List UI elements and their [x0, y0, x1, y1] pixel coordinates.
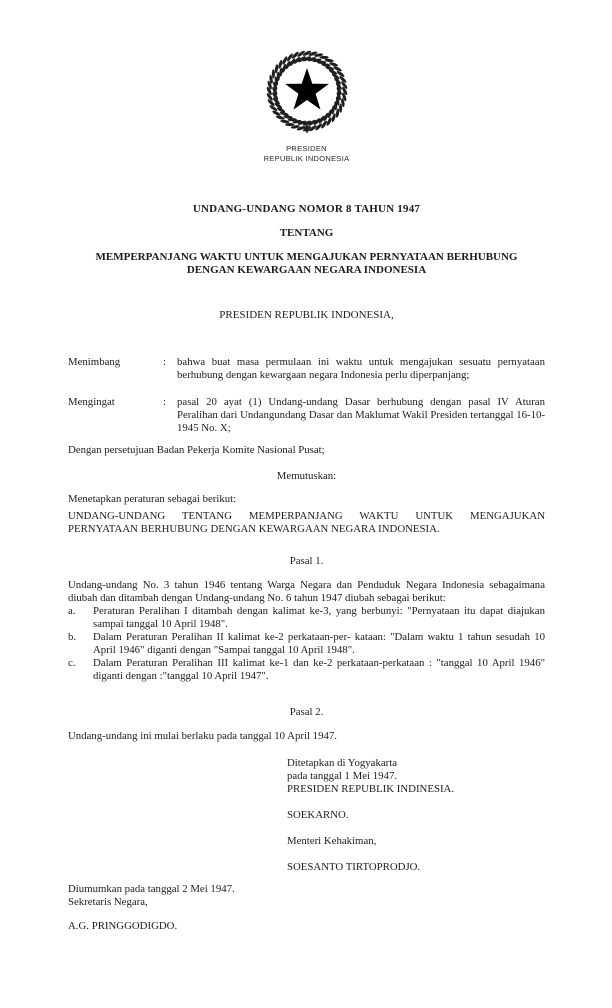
article-1-items — [68, 605, 545, 683]
consideration-menimbang — [68, 356, 545, 382]
enacting-line: Menetapkan peraturan sebagai berikut: — [68, 493, 237, 505]
list-item-marker: b. — [68, 631, 77, 643]
title-block — [68, 203, 545, 322]
list-item-marker: a. — [68, 605, 76, 617]
law-title-statement: UNDANG-UNDANG TENTANG MEMPERPANJANG WAKTU UNTUK MENGAJUKAN PERNYATAAN BERHUBUNG DENGAN KEWARGAAN NEGARA INDONESIA. — [68, 510, 545, 535]
list-item-text: Dalam Peraturan Peralihan III kalimat ke-1 dan ke-2 perkataan-perkataan : "tanggal 10 April 1946" diganti dengan :"tanggal 10 April 1947". — [93, 657, 545, 682]
law-number-title: UNDANG-UNDANG NOMOR 8 TAHUN 1947 — [192, 203, 421, 215]
enacted-place-line: Ditetapkan di Yogyakarta — [287, 757, 398, 769]
tentang-label: TENTANG — [279, 227, 334, 239]
state-secretary-name: A.G. PRINGGODIGDO. — [68, 920, 178, 932]
consideration-label: Menimbang — [68, 356, 121, 368]
law-subject-title: MEMPERPANJANG WAKTU UNTUK MENGAJUKAN PERNYATAAN BERHUBUNG DENGAN KEWARGAAN NEGARA INDONESIA — [95, 251, 518, 276]
article-2-heading: Pasal 2. — [289, 706, 324, 718]
emblem-graphic — [261, 45, 353, 137]
consideration-label: Mengingat — [68, 396, 115, 408]
national-emblem — [68, 0, 545, 163]
consideration-text: pasal 20 ayat (1) Undang-undang Dasar berhubung dengan pasal IV Aturan Peralihan dari Undangundang Dasar dan Maklumat Wakil Presiden tertanggal 16-10-1945 No. X; — [177, 396, 545, 434]
list-item-text: Dalam Peraturan Peralihan II kalimat ke-2 perkataan-per- kataan: "Dalam waktu 1 tahun sesudah 10 April 1946" diganti dengan "Sampai tanggal 10 April 1948". — [93, 631, 545, 656]
emblem-caption — [68, 144, 545, 163]
article-1-heading: Pasal 1. — [289, 555, 324, 567]
list-item — [68, 657, 545, 683]
promulgation-block — [68, 883, 545, 933]
star-icon — [285, 68, 329, 110]
state-secretary-title: Sekretaris Negara, — [68, 896, 148, 908]
agreement-line: Dengan persetujuan Badan Pekerja Komite Nasional Pusat; — [68, 444, 325, 456]
salutation: PRESIDEN REPUBLIK INDONESIA, — [219, 309, 394, 321]
promulgation-date-line: Diumumkan pada tanggal 2 Mei 1947. — [68, 883, 235, 895]
list-item-text: Peraturan Peralihan I ditambah dengan kalimat ke-3, yang berbunyi: "Pernyataan itu dapat diajukan sampai tanggal 10 April 1948". — [93, 605, 545, 630]
emblem-caption-line2: REPUBLIK INDONESIA — [263, 153, 350, 163]
president-name: SOEKARNO. — [287, 809, 349, 821]
colon-separator: : — [163, 356, 166, 368]
decision-heading: Memutuskan: — [276, 470, 337, 482]
emblem-caption-line1: PRESIDEN — [286, 144, 327, 153]
consideration-text: bahwa buat masa permulaan ini waktu untuk mengajukan sesuatu pernyataan berhubung dengan kewargaan negara Indonesia perlu diperpanjang; — [177, 356, 545, 381]
list-item — [68, 631, 545, 657]
list-item — [68, 605, 545, 631]
minister-title: Menteri Kehakiman, — [287, 835, 377, 847]
colon-separator: : — [163, 396, 166, 408]
president-office-line: PRESIDEN REPUBLIK INDINESIA. — [287, 783, 455, 795]
article-2-intro: Undang-undang ini mulai berlaku pada tanggal 10 April 1947. — [68, 730, 337, 742]
consideration-mengingat — [68, 396, 545, 435]
minister-name: SOESANTO TIRTOPRODJO. — [287, 861, 421, 873]
list-item-marker: c. — [68, 657, 76, 669]
enacted-date-line: pada tanggal 1 Mei 1947. — [287, 770, 398, 782]
signature-block — [287, 757, 545, 874]
article-1-intro: Undang-undang No. 3 tahun 1946 tentang Warga Negara dan Penduduk Negara Indonesia sebagaimana diubah dan ditambah dengan Undang-undang No. 6 tahun 1947 diubah sebagai berikut: — [68, 579, 545, 604]
